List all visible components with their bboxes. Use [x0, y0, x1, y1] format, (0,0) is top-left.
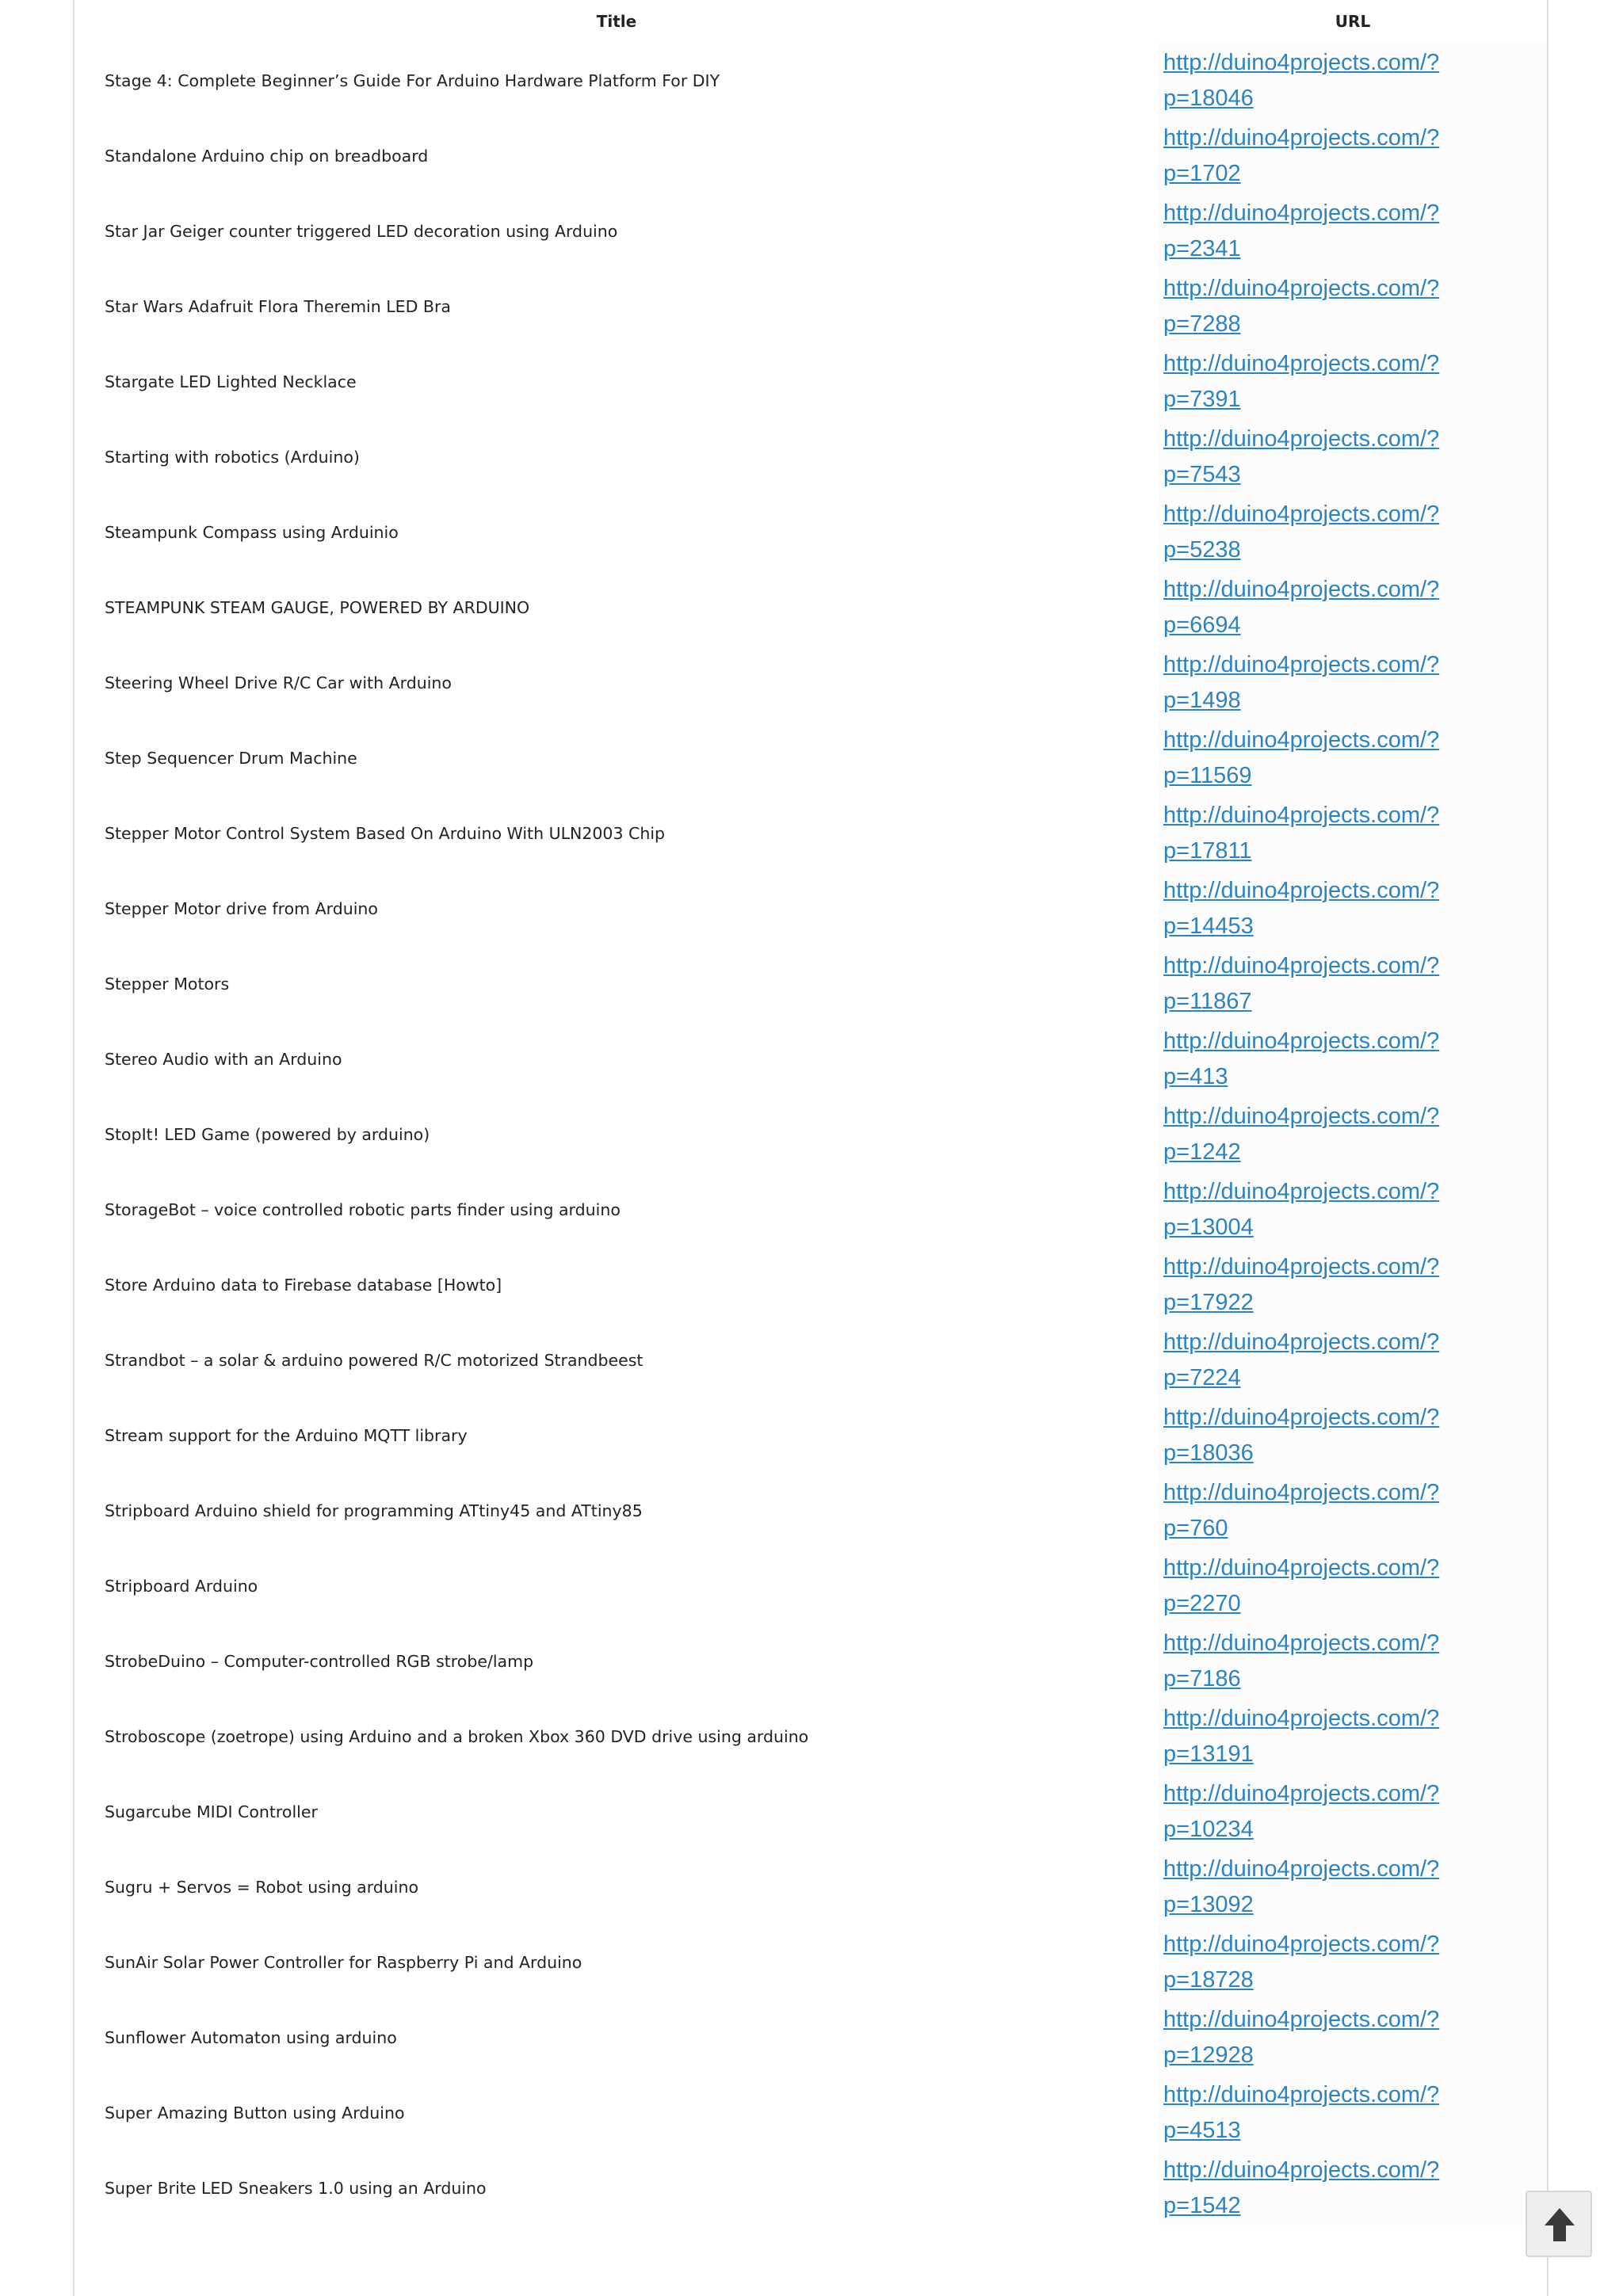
row-title: Sunflower Automaton using arduino: [105, 2027, 397, 2047]
row-title: StrobeDuino – Computer-controlled RGB strobe/lamp: [105, 1651, 534, 1671]
table-row: [74, 1924, 1547, 2000]
row-url-link[interactable]: http://duino4projects.com/?p=1242: [1163, 1103, 1440, 1165]
row-url-link[interactable]: http://duino4projects.com/?p=2341: [1163, 200, 1440, 261]
row-title: Super Amazing Button using Arduino: [105, 2103, 405, 2122]
row-url-cell: [1159, 720, 1547, 795]
row-title: Stripboard Arduino: [105, 1576, 258, 1596]
row-url-cell: [1159, 1097, 1547, 1172]
row-url-link[interactable]: http://duino4projects.com/?p=12928: [1163, 2006, 1440, 2068]
row-url-cell: [1159, 419, 1547, 494]
row-title: SunAir Solar Power Controller for Raspberry Pi and Arduino: [105, 1952, 582, 1972]
row-url-link[interactable]: http://duino4projects.com/?p=17922: [1163, 1253, 1440, 1315]
table-row: [74, 1623, 1547, 1699]
table-row: [74, 946, 1547, 1021]
row-url-cell: [1159, 1021, 1547, 1097]
row-url-cell: [1159, 1172, 1547, 1247]
row-url-cell: [1159, 1849, 1547, 1924]
table-row: [74, 1473, 1547, 1548]
table-row: [74, 1097, 1547, 1172]
row-url-link[interactable]: http://duino4projects.com/?p=18728: [1163, 1931, 1440, 1993]
row-url-cell: [1159, 2150, 1547, 2225]
arrow-up-icon: [1543, 2206, 1576, 2243]
row-url-link[interactable]: http://duino4projects.com/?p=1542: [1163, 2157, 1440, 2218]
row-title: Stream support for the Arduino MQTT library: [105, 1425, 468, 1445]
row-url-link[interactable]: http://duino4projects.com/?p=1702: [1163, 124, 1440, 186]
row-title: Sugarcube MIDI Controller: [105, 1802, 318, 1821]
table-row: [74, 344, 1547, 419]
row-title: Strandbot – a solar & arduino powered R/C motorized Strandbeest: [105, 1350, 643, 1370]
row-title: Step Sequencer Drum Machine: [105, 748, 357, 768]
row-url-link[interactable]: http://duino4projects.com/?p=1498: [1163, 651, 1440, 713]
row-url-cell: [1159, 1548, 1547, 1623]
row-url-cell: [1159, 494, 1547, 570]
row-title: Stripboard Arduino shield for programming ATtiny45 and ATtiny85: [105, 1501, 643, 1520]
table-row: [74, 1849, 1547, 1924]
table-row: [74, 419, 1547, 494]
row-title: Stepper Motor drive from Arduino: [105, 898, 378, 918]
row-title: Sugru + Servos = Robot using arduino: [105, 1877, 418, 1897]
row-url-link[interactable]: http://duino4projects.com/?p=4513: [1163, 2081, 1440, 2143]
table-row: [74, 1021, 1547, 1097]
row-url-cell: [1159, 871, 1547, 946]
row-url-link[interactable]: http://duino4projects.com/?p=13092: [1163, 1855, 1440, 1917]
row-url-cell: [1159, 118, 1547, 193]
row-url-link[interactable]: http://duino4projects.com/?p=7543: [1163, 425, 1440, 487]
row-url-link[interactable]: http://duino4projects.com/?p=10234: [1163, 1780, 1440, 1842]
row-url-link[interactable]: http://duino4projects.com/?p=7391: [1163, 350, 1440, 412]
scroll-to-top-button[interactable]: [1526, 2191, 1592, 2257]
row-url-cell: [1159, 645, 1547, 720]
row-title: Steampunk Compass using Arduinio: [105, 522, 399, 542]
url-column-header: URL: [1335, 12, 1371, 31]
table-row: [74, 2150, 1547, 2225]
row-title: STEAMPUNK STEAM GAUGE, POWERED BY ARDUINO: [105, 597, 530, 617]
table-body: [74, 43, 1547, 2225]
table-row: [74, 43, 1547, 118]
table-row: [74, 1398, 1547, 1473]
row-url-link[interactable]: http://duino4projects.com/?p=11867: [1163, 952, 1440, 1014]
table-row: [74, 269, 1547, 344]
row-title: Steering Wheel Drive R/C Car with Arduino: [105, 673, 452, 692]
table-row: [74, 1774, 1547, 1849]
row-title: Star Jar Geiger counter triggered LED decoration using Arduino: [105, 221, 618, 241]
row-url-link[interactable]: http://duino4projects.com/?p=14453: [1163, 877, 1440, 939]
row-url-link[interactable]: http://duino4projects.com/?p=6694: [1163, 576, 1440, 638]
row-url-cell: [1159, 2075, 1547, 2150]
row-url-link[interactable]: http://duino4projects.com/?p=17811: [1163, 802, 1440, 864]
row-url-cell: [1159, 1247, 1547, 1322]
row-title: Standalone Arduino chip on breadboard: [105, 146, 429, 166]
row-url-link[interactable]: http://duino4projects.com/?p=18036: [1163, 1404, 1440, 1466]
row-title: Stroboscope (zoetrope) using Arduino and a broken Xbox 360 DVD drive using arduino: [105, 1726, 809, 1746]
row-title: Stargate LED Lighted Necklace: [105, 372, 357, 391]
row-url-cell: [1159, 1473, 1547, 1548]
table-row: [74, 1172, 1547, 1247]
row-url-cell: [1159, 946, 1547, 1021]
table-row: [74, 570, 1547, 645]
row-title: Stereo Audio with an Arduino: [105, 1049, 342, 1069]
table-row: [74, 118, 1547, 193]
table-row: [74, 795, 1547, 871]
row-url-cell: [1159, 43, 1547, 118]
row-url-cell: [1159, 269, 1547, 344]
table-row: [74, 2000, 1547, 2075]
row-title: StorageBot – voice controlled robotic parts finder using arduino: [105, 1199, 621, 1219]
row-title: Stepper Motors: [105, 974, 230, 994]
row-url-link[interactable]: http://duino4projects.com/?p=7186: [1163, 1630, 1440, 1691]
row-url-link[interactable]: http://duino4projects.com/?p=7224: [1163, 1329, 1440, 1390]
table-row: [74, 720, 1547, 795]
row-url-link[interactable]: http://duino4projects.com/?p=11569: [1163, 727, 1440, 788]
row-title: Stepper Motor Control System Based On Arduino With ULN2003 Chip: [105, 823, 666, 843]
row-url-link[interactable]: http://duino4projects.com/?p=18046: [1163, 49, 1440, 111]
table-row: [74, 1699, 1547, 1774]
table-row: [74, 193, 1547, 269]
row-url-link[interactable]: http://duino4projects.com/?p=2270: [1163, 1554, 1440, 1616]
row-title: StopIt! LED Game (powered by arduino): [105, 1124, 430, 1144]
row-url-cell: [1159, 570, 1547, 645]
row-url-cell: [1159, 1699, 1547, 1774]
row-url-cell: [1159, 1924, 1547, 2000]
table-header-row: [74, 0, 1547, 43]
row-url-link[interactable]: http://duino4projects.com/?p=13191: [1163, 1705, 1440, 1767]
row-url-cell: [1159, 1623, 1547, 1699]
row-url-cell: [1159, 1774, 1547, 1849]
row-url-cell: [1159, 1398, 1547, 1473]
row-title: Starting with robotics (Arduino): [105, 447, 360, 467]
table-row: [74, 1322, 1547, 1398]
table-row: [74, 871, 1547, 946]
row-title: Star Wars Adafruit Flora Theremin LED Bra: [105, 296, 451, 316]
row-url-cell: [1159, 193, 1547, 269]
row-url-link[interactable]: http://duino4projects.com/?p=760: [1163, 1479, 1440, 1541]
row-url-link[interactable]: http://duino4projects.com/?p=13004: [1163, 1178, 1440, 1240]
title-column-header: Title: [596, 12, 637, 31]
row-title: Store Arduino data to Firebase database [Howto]: [105, 1275, 502, 1295]
row-url-link[interactable]: http://duino4projects.com/?p=5238: [1163, 501, 1440, 563]
row-url-cell: [1159, 344, 1547, 419]
row-url-cell: [1159, 795, 1547, 871]
row-url-cell: [1159, 2000, 1547, 2075]
table-row: [74, 1247, 1547, 1322]
row-title: Super Brite LED Sneakers 1.0 using an Arduino: [105, 2178, 487, 2198]
row-url-link[interactable]: http://duino4projects.com/?p=413: [1163, 1028, 1440, 1089]
row-title: Stage 4: Complete Beginner’s Guide For Arduino Hardware Platform For DIY: [105, 71, 720, 90]
table-row: [74, 1548, 1547, 1623]
row-url-cell: [1159, 1322, 1547, 1398]
table-row: [74, 2075, 1547, 2150]
table-row: [74, 494, 1547, 570]
row-url-link[interactable]: http://duino4projects.com/?p=7288: [1163, 275, 1440, 337]
table-row: [74, 645, 1547, 720]
projects-table: [74, 0, 1547, 2225]
